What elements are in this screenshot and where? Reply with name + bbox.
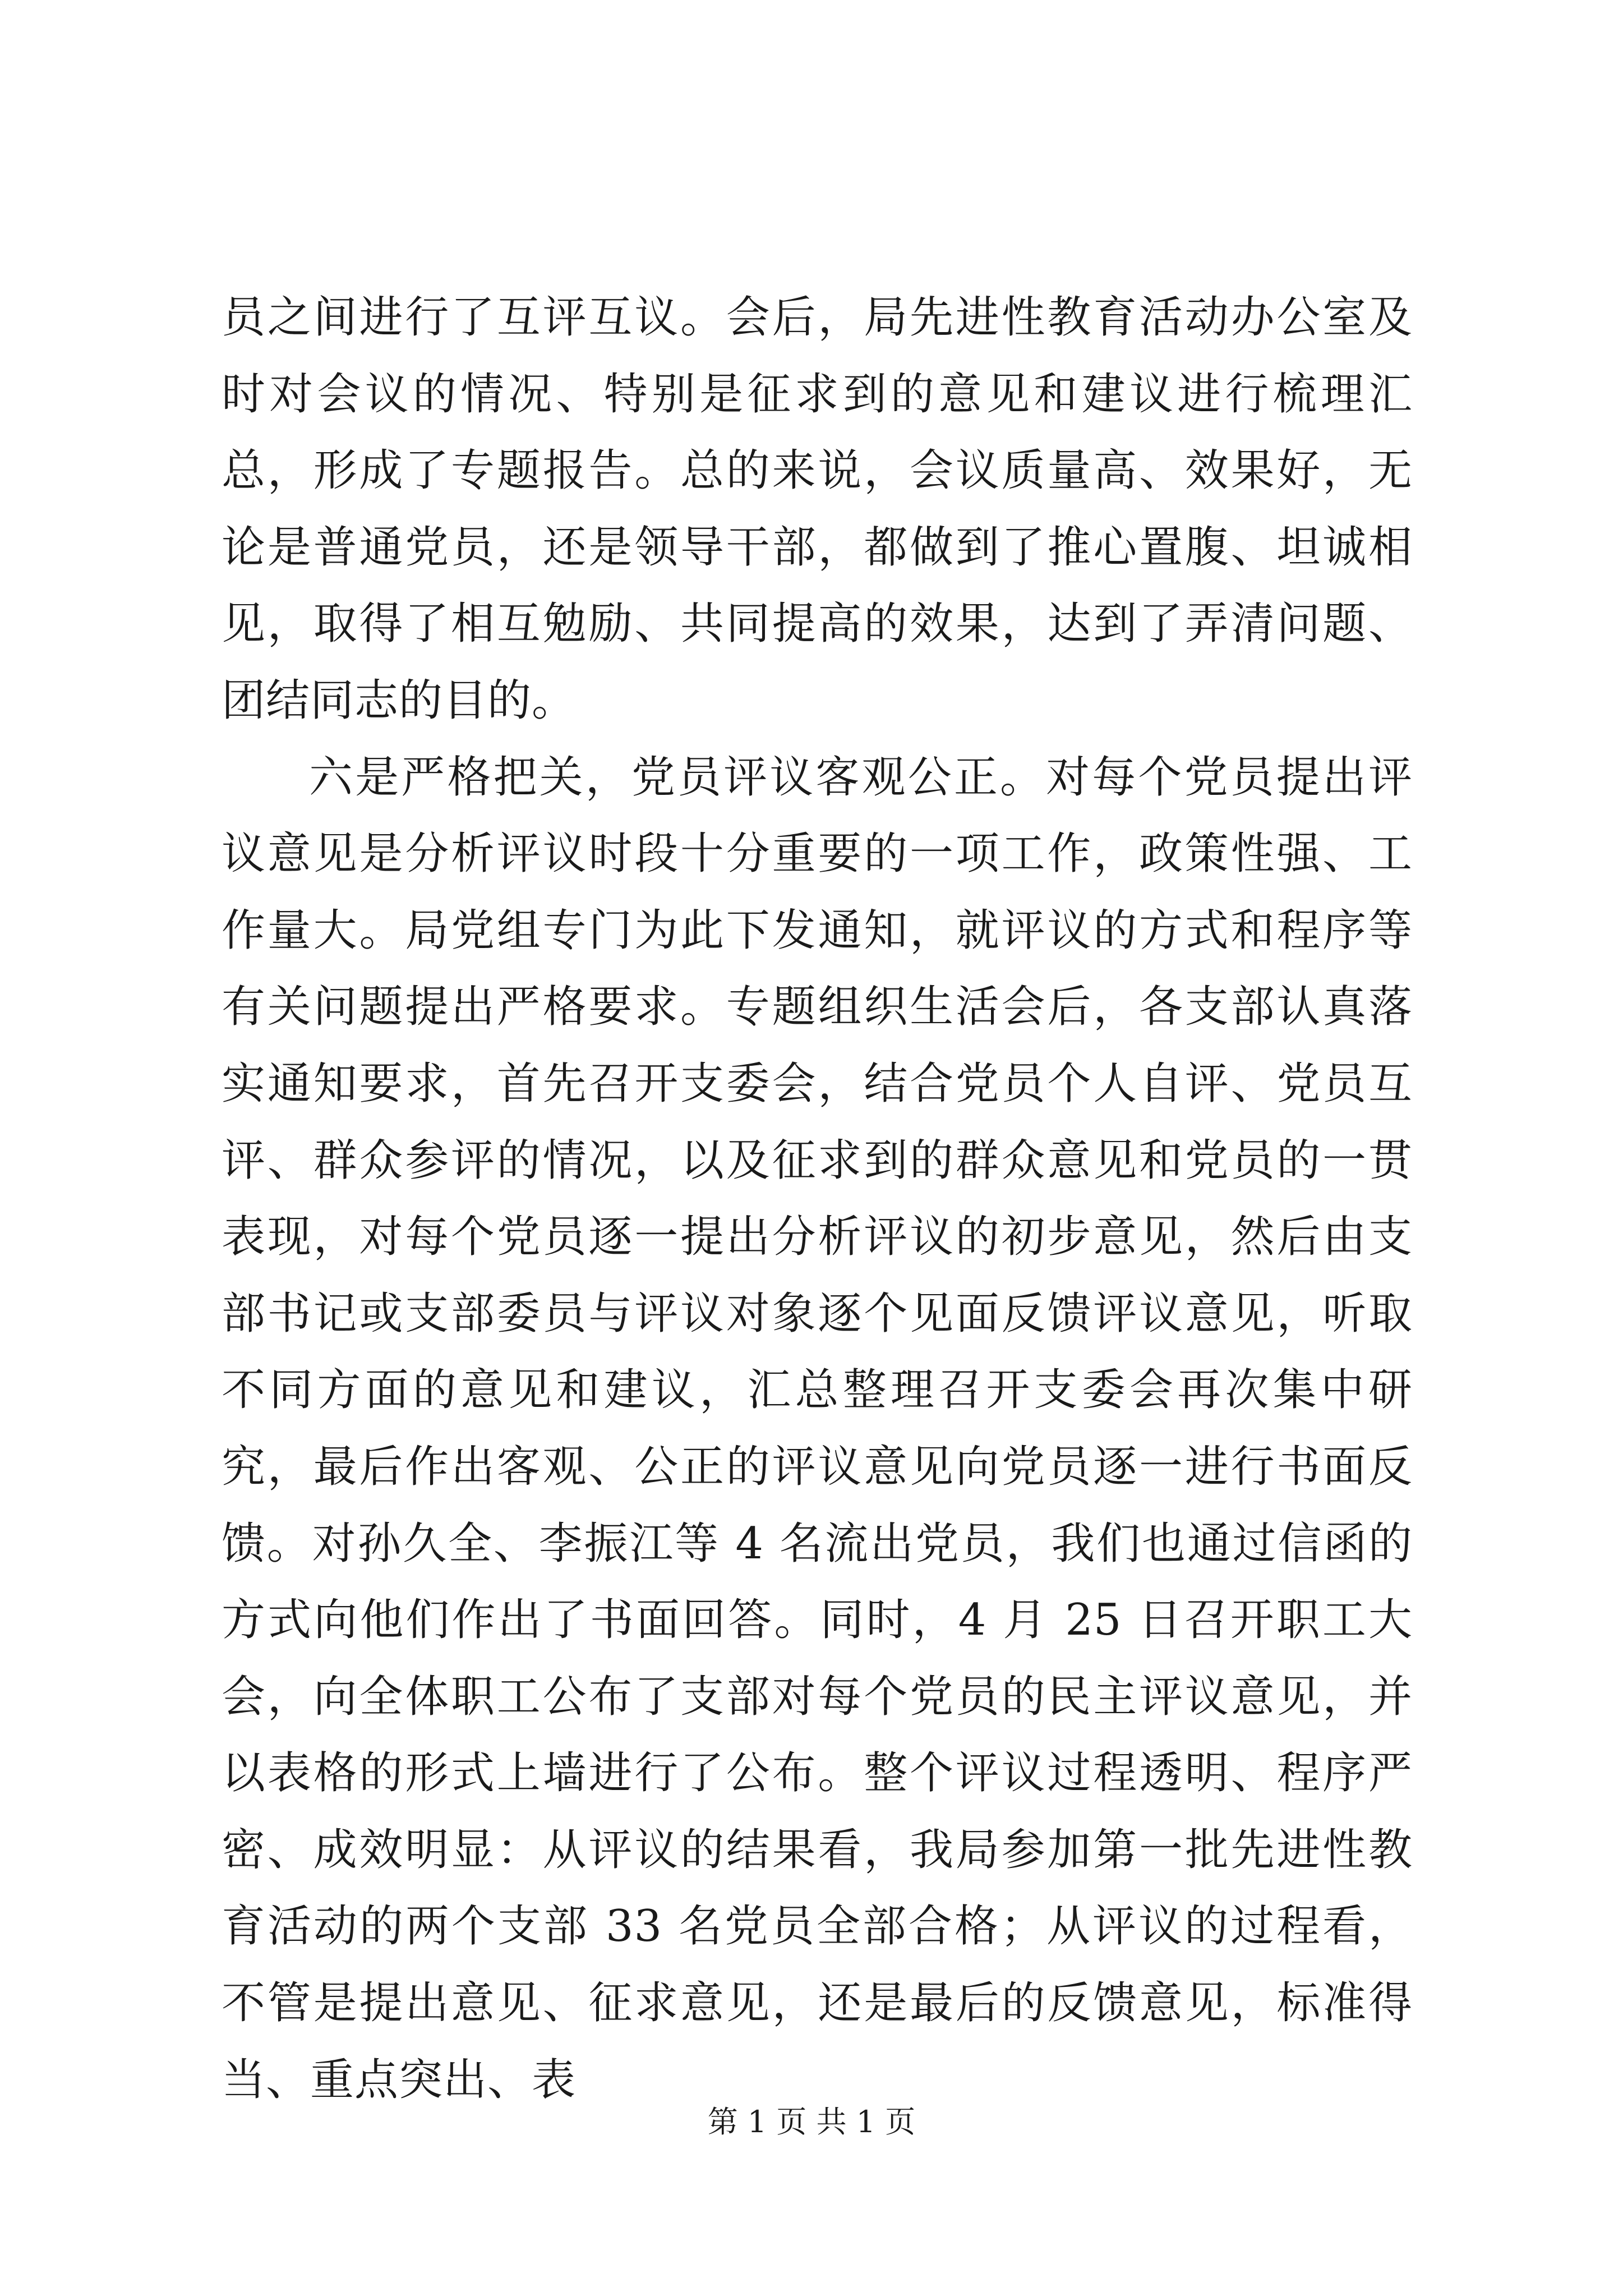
page-footer: 第 1 页 共 1 页 [707,2104,916,2139]
body-text [222,279,1413,2118]
paragraph-2: 六是严格把关，党员评议客观公正。对每个党员提出评议意见是分析评议时段十分重要的一项工作，政策性强、工作量大。局党组专门为此下发通知，就评议的方式和程序等有关问题提出严格要求。专题组织生活会后，各支部认真落实通知要求，首先召开支委会，结合党员个人自评、党员互评、群众参评的情况，以及征求到的群众意见和党员的一贯表现，对每个党员逐一提出分析评议的初步意见，然后由支部书记或支部委员与评议对象逐个见面反馈评议意见，听取不同方面的意见和建议，汇总整理召开支委会再次集中研究，最后作出客观、公正的评议意见向党员逐一进行书面反馈。对孙久全、李振江等 4 名流出党员，我们也通过信函的方式向他们作出了书面回答。同时，4 月 25 日召开职工大会，向全体职工公布了支部对每个党员的民主评议意见，并以表格的形式上墙进行了公布。整个评议过程透明、程序严密、成效明显：从评议的结果看，我局参加第一批先进性教育活动的两个支部 33 名党员全部合格；从评议的过程看，不管是提出意见、征求意见，还是最后的反馈意见，标准得当、重点突出、表 [222,752,1413,2105]
paragraph-1: 员之间进行了互评互议。会后，局先进性教育活动办公室及时对会议的情况、特别是征求到的意见和建议进行梳理汇总，形成了专题报告。总的来说，会议质量高、效果好，无论是普通党员，还是领导干部，都做到了推心置腹、坦诚相见，取得了相互勉励、共同提高的效果，达到了弄清问题、团结同志的目的。 [222,292,1413,726]
